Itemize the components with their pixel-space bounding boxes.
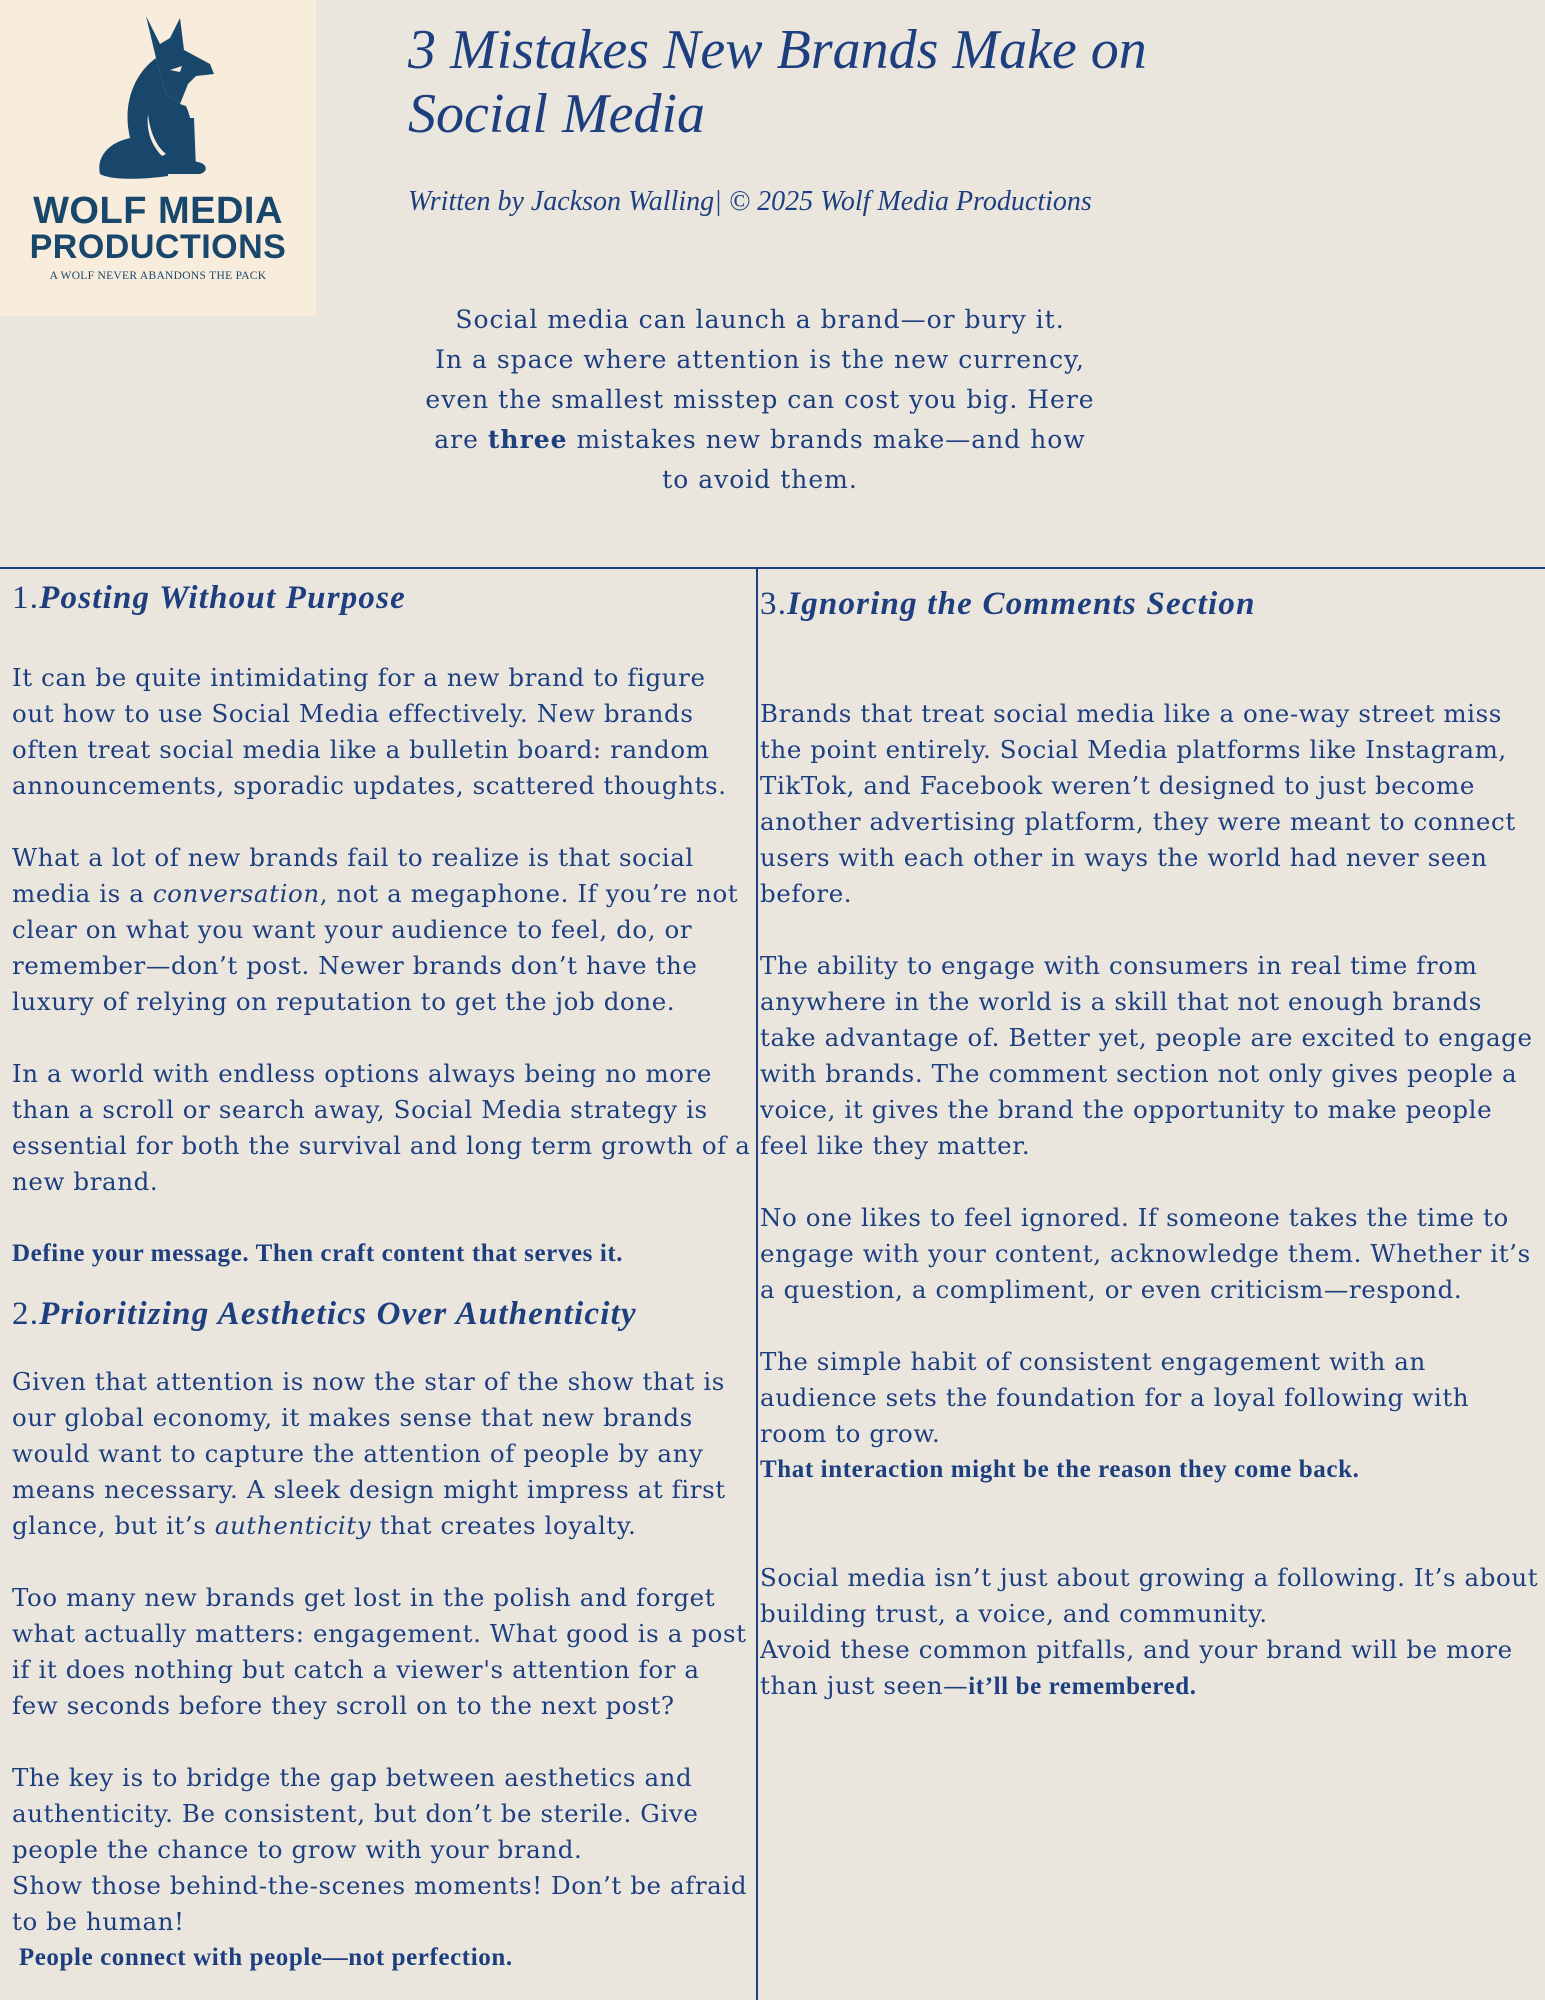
paragraph-text: that creates loyalty.: [371, 1511, 637, 1540]
logo: [0, 0, 316, 316]
section1-heading: [12, 576, 752, 620]
section3-paragraph: The ability to engage with consumers in real time from anywhere in the world is a skill that not enough brands take advantage of. Better yet, people are excited to engage with brands. The comment section not only gives people a voice, it gives the brand the opportunity to make people feel like they matter.: [760, 951, 1533, 1160]
section2-title: Prioritizing Aesthetics Over Authenticity: [39, 1296, 637, 1332]
left-column: [12, 576, 752, 1976]
section2-heading: [12, 1292, 752, 1336]
logo-name-line1: WOLF MEDIA: [33, 190, 283, 232]
logo-tagline: A WOLF NEVER ABANDONS THE PACK: [49, 270, 267, 282]
section3-heading: [760, 582, 1542, 626]
intro-paragraph: [410, 300, 1110, 500]
section1-paragraph: It can be quite intimidating for a new brand to figure out how to use Social Media effectively. New brands often treat social media like a bulletin board: random announcements, sporadic updates, scattered thoughts.: [12, 663, 727, 800]
intro-line: In a space where attention is the new currency,: [435, 345, 1085, 374]
paragraph-text: Avoid these common pitfalls, and your brand will be more than just seen—: [760, 1635, 1513, 1700]
section3-number: 3.: [760, 586, 788, 622]
section3-takeaway: That interaction might be the reason they come back.: [760, 1456, 1360, 1483]
emphasis-text: authenticity: [214, 1511, 372, 1540]
emphasis-text: conversation: [152, 879, 320, 908]
intro-line: to avoid them.: [662, 465, 858, 494]
logo-name-line2: PRODUCTIONS: [29, 228, 287, 266]
section2-paragraph: Show those behind-the-scenes moments! Don’t be afraid to be human!: [12, 1871, 748, 1936]
page-title: [408, 18, 1308, 146]
intro-text: mistakes new brands make—and how: [567, 425, 1086, 454]
paragraph-text: , not a megaphone. If you’re not clear on what you want your audience to feel, do, or remember—don’t post. Newer brands don’t have the luxury of relying on reputation to get the job done.: [12, 879, 739, 1016]
intro-bold: three: [487, 425, 568, 454]
intro-line: even the smallest misstep can cost you big. Here: [425, 385, 1095, 414]
section3-paragraph: Brands that treat social media like a one-way street miss the point entirely. Social Media platforms like Instagram, TikTok, and Facebook weren’t designed to just become another advertising platform, they were meant to connect users with each other in ways the world had never seen before.: [760, 699, 1516, 908]
section1-paragraph: [12, 840, 752, 1020]
column-divider: [756, 568, 758, 2000]
section1-number: 1.: [12, 580, 40, 616]
section2-takeaway: People connect with people—not perfection.: [12, 1944, 513, 1971]
horizontal-divider: [0, 567, 1545, 569]
intro-text: are: [434, 425, 488, 454]
section1-paragraph: In a world with endless options always being no more than a scroll or search away, Social Media strategy is essential for both the survival and long term growth of a new brand.: [12, 1059, 751, 1196]
conclusion-paragraph: [760, 1632, 1542, 1705]
section1-takeaway: Define your message. Then craft content that serves it.: [12, 1240, 624, 1267]
wolf-icon: [70, 14, 246, 186]
section3-paragraph: No one likes to feel ignored. If someone takes the time to engage with your content, acknowledge them. Whether it’s a question, a compliment, or even criticism—respond.: [760, 1203, 1531, 1304]
paragraph-text: Given that attention is now the star of the show that is our global economy, it makes sense that new brands would want to capture the attention of people by any means necessary. A sleek design might impress at first glance, but it’s: [12, 1367, 726, 1540]
byline: Written by Jackson Walling| © 2025 Wolf Media Productions: [408, 186, 1092, 217]
conclusion-paragraph: Social media isn’t just about growing a following. It’s about building trust, a voice, and community.: [760, 1563, 1539, 1628]
conclusion-bold: it’ll be remembered.: [968, 1673, 1197, 1700]
section2-paragraph: The key is to bridge the gap between aesthetics and authenticity. Be consistent, but don’t be sterile. Give people the chance to grow with your brand.: [12, 1763, 699, 1864]
section3-title: Ignoring the Comments Section: [787, 586, 1256, 622]
title-line1: 3 Mistakes New Brands Make on: [408, 19, 1147, 81]
intro-line: [410, 420, 1110, 460]
section2-number: 2.: [12, 1296, 40, 1332]
section2-paragraph: Too many new brands get lost in the polish and forget what actually matters: engagement. What good is a post if it does nothing but catch a viewer's attention for a few seconds before they scroll on to the next post?: [12, 1583, 747, 1720]
section2-paragraph: [12, 1364, 752, 1544]
section1-title: Posting Without Purpose: [39, 580, 407, 616]
section3-paragraph: The simple habit of consistent engagement with an audience sets the foundation for a loyal following with room to grow.: [760, 1347, 1470, 1448]
title-line2: Social Media: [408, 83, 706, 145]
intro-line: Social media can launch a brand—or bury it.: [455, 305, 1065, 334]
right-column: [760, 582, 1542, 1705]
paragraph-text: What a lot of new brands fail to realize is that social media is a: [12, 843, 694, 908]
